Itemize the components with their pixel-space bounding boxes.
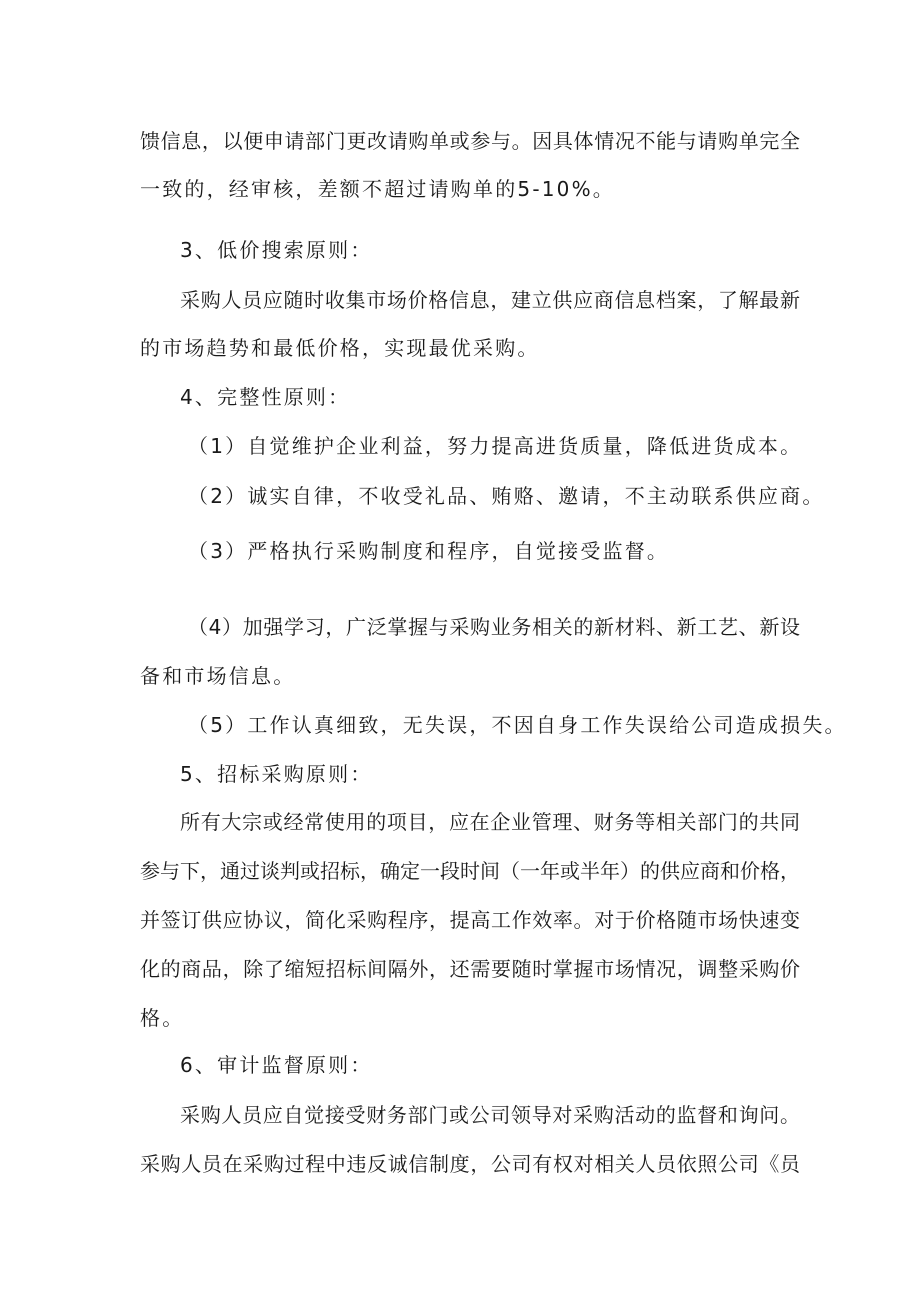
paragraph-line: 格。 bbox=[140, 1006, 185, 1030]
list-item-3: （3）严格执行采购制度和程序，自觉接受监督。 bbox=[188, 539, 670, 563]
paragraph-line: 采购人员应自觉接受财务部门或公司领导对采购活动的监督和询问。 bbox=[180, 1103, 800, 1127]
paragraph-line: 采购人员应随时收集市场价格信息，建立供应商信息档案，了解最新 bbox=[180, 288, 800, 312]
paragraph-line: 化的商品，除了缩短招标间隔外，还需要随时掌握市场情况，调整采购价 bbox=[140, 957, 800, 981]
list-item-2: （2）诚实自律，不收受礼品、贿赂、邀请，不主动联系供应商。 bbox=[188, 484, 825, 508]
list-item-4: （4）加强学习，广泛掌握与采购业务相关的新材料、新工艺、新设 bbox=[188, 615, 800, 639]
paragraph-line: 并签订供应协议，简化采购程序，提高工作效率。对于价格随市场快速变 bbox=[140, 908, 800, 932]
paragraph-line: 采购人员在采购过程中违反诚信制度，公司有权对相关人员依照公司《员 bbox=[140, 1152, 800, 1176]
list-item-1: （1）自觉维护企业利益，努力提高进货质量，降低进货成本。 bbox=[188, 434, 803, 458]
section-heading-3: 3、低价搜索原则： bbox=[180, 238, 373, 262]
paragraph-line: 参与下，通过谈判或招标，确定一段时间（一年或半年）的供应商和价格， bbox=[140, 859, 800, 883]
section-heading-4: 4、完整性原则： bbox=[180, 385, 351, 409]
section-heading-6: 6、审计监督原则： bbox=[180, 1053, 373, 1077]
paragraph-line: 所有大宗或经常使用的项目，应在企业管理、财务等相关部门的共同 bbox=[180, 810, 800, 834]
paragraph-line: 馈信息，以便申请部门更改请购单或参与。因具体情况不能与请购单完全 bbox=[140, 129, 800, 153]
section-heading-5: 5、招标采购原则： bbox=[180, 762, 373, 786]
paragraph-line: 一致的，经审核，差额不超过请购单的5-10%。 bbox=[140, 177, 615, 201]
list-item-5: （5）工作认真细致，无失误，不因自身工作失误给公司造成损失。 bbox=[188, 713, 847, 737]
paragraph-line: 的市场趋势和最低价格，实现最优采购。 bbox=[140, 336, 540, 360]
paragraph-line: 备和市场信息。 bbox=[140, 664, 296, 688]
